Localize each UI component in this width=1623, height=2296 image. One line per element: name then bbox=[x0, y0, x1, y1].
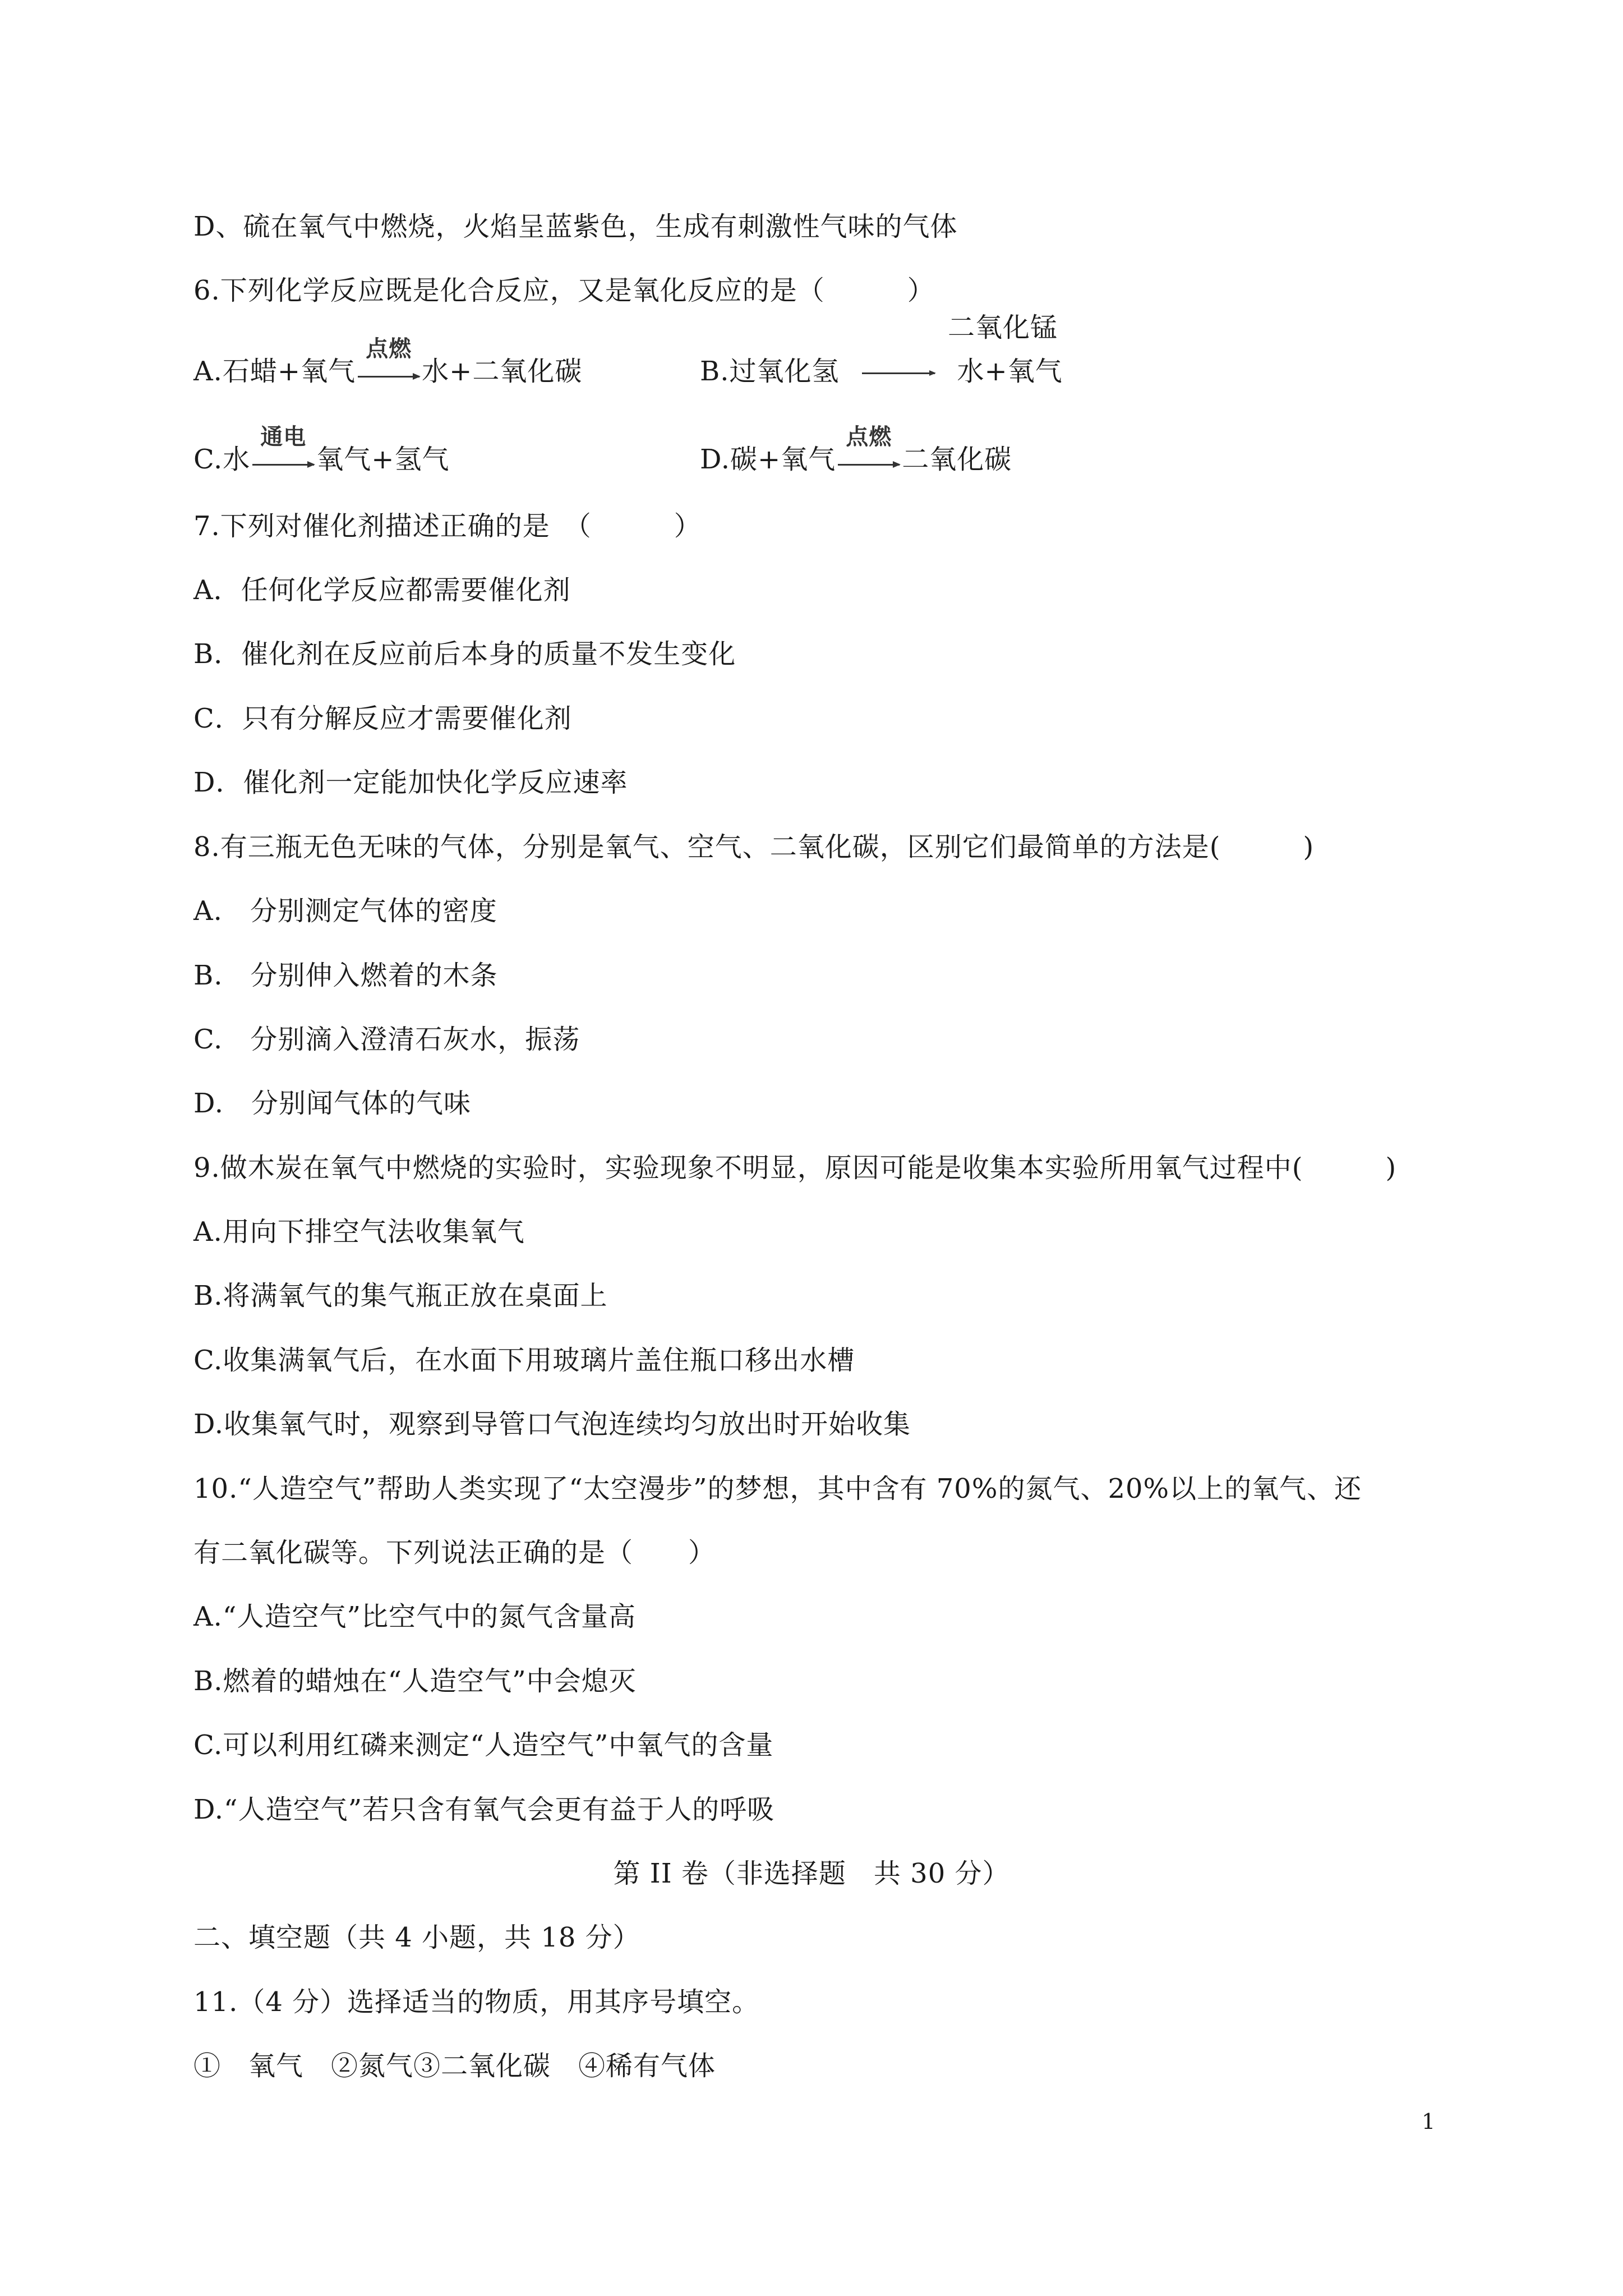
section-heading: 第 II 卷（非选择题 共 30 分） bbox=[613, 1858, 1010, 1889]
catalyst-label: 二氧化锰 bbox=[948, 312, 1058, 343]
reaction-arrow bbox=[356, 336, 422, 389]
question-6-stem: 6.下列化学反应既是化合反应，又是氧化反应的是（ ） bbox=[193, 275, 935, 306]
reactants: A.石蜡+氧气 bbox=[193, 356, 356, 387]
question-7-option-b: B．催化剂在反应前后本身的质量不发生变化 bbox=[193, 638, 736, 670]
reaction-condition: 点燃 bbox=[366, 336, 412, 362]
question-8-option-a: A. 分别测定气体的密度 bbox=[193, 895, 497, 927]
question-9-option-b: B.将满氧气的集气瓶正放在桌面上 bbox=[193, 1280, 608, 1312]
reaction-condition: 点燃 bbox=[846, 424, 892, 450]
question-6-option-c bbox=[193, 424, 450, 477]
question-10-stem: 10.“人造空气”帮助人类实现了“太空漫步”的梦想，其中含有 70%的氮气、20%以上的氧气、还 bbox=[193, 1473, 1362, 1504]
products: 水+氧气 bbox=[957, 356, 1063, 387]
question-11-choices: ① 氧气 ②氮气③二氧化碳 ④稀有气体 bbox=[193, 2050, 716, 2082]
arrow-icon bbox=[252, 464, 314, 466]
question-9-stem: 9.做木炭在氧气中燃烧的实验时，实验现象不明显，原因可能是收集本实验所用氧气过程中( ) bbox=[193, 1152, 1397, 1184]
question-8-option-d: D. 分别闻气体的气味 bbox=[193, 1088, 472, 1119]
question-6-option-a bbox=[193, 336, 583, 389]
reactants: B.过氧化氢 bbox=[700, 356, 840, 387]
arrow-icon bbox=[838, 464, 900, 466]
question-6-option-b bbox=[700, 353, 1063, 389]
question-8-stem: 8.有三瓶无色无味的气体，分别是氧气、空气、二氧化碳，区别它们最简单的方法是( ) bbox=[193, 831, 1315, 863]
products: 二氧化碳 bbox=[902, 444, 1012, 475]
question-7-stem: 7.下列对催化剂描述正确的是 （ ） bbox=[193, 510, 702, 542]
arrow-icon bbox=[358, 376, 419, 378]
question-7-option-c: C．只有分解反应才需要催化剂 bbox=[193, 703, 572, 734]
reaction-arrow bbox=[836, 424, 902, 477]
reactants: D.碳+氧气 bbox=[700, 444, 836, 475]
question-8-option-b: B. 分别伸入燃着的木条 bbox=[193, 960, 498, 991]
reactants: C.水 bbox=[193, 444, 251, 475]
question-10-stem-continued: 有二氧化碳等。下列说法正确的是（ ） bbox=[193, 1537, 716, 1568]
question-9-option-c: C.收集满氧气后，在水面下用玻璃片盖住瓶口移出水槽 bbox=[193, 1345, 855, 1376]
question-10-option-c: C.可以利用红磷来测定“人造空气”中氧气的含量 bbox=[193, 1729, 774, 1761]
question-10-option-b: B.燃着的蜡烛在“人造空气”中会熄灭 bbox=[193, 1665, 637, 1697]
fill-in-section-title: 二、填空题（共 4 小题，共 18 分） bbox=[193, 1922, 640, 1953]
products: 氧气+氢气 bbox=[316, 444, 450, 475]
page-number: 1 bbox=[1422, 2109, 1436, 2134]
question-9-option-d: D.收集氧气时，观察到导管口气泡连续均匀放出时开始收集 bbox=[193, 1409, 911, 1440]
question-11-stem: 11.（4 分）选择适当的物质，用其序号填空。 bbox=[193, 1986, 760, 2018]
question-5-option-d: D、硫在氧气中燃烧，火焰呈蓝紫色，生成有刺激性气味的气体 bbox=[193, 211, 958, 242]
question-8-option-c: C. 分别滴入澄清石灰水，振荡 bbox=[193, 1024, 580, 1055]
arrow-icon bbox=[862, 372, 935, 374]
reaction-condition: 通电 bbox=[260, 424, 307, 450]
question-7-option-d: D．催化剂一定能加快化学反应速率 bbox=[193, 767, 628, 798]
question-6-option-d bbox=[700, 424, 1012, 477]
reaction-arrow bbox=[862, 353, 935, 389]
question-9-option-a: A.用向下排空气法收集氧气 bbox=[193, 1216, 525, 1248]
reaction-arrow bbox=[250, 424, 316, 477]
question-10-option-a: A.“人造空气”比空气中的氮气含量高 bbox=[193, 1601, 637, 1632]
question-7-option-a: A．任何化学反应都需要催化剂 bbox=[193, 574, 571, 606]
question-10-option-d: D.“人造空气”若只含有氧气会更有益于人的呼吸 bbox=[193, 1794, 775, 1825]
products: 水+二氧化碳 bbox=[422, 356, 583, 387]
